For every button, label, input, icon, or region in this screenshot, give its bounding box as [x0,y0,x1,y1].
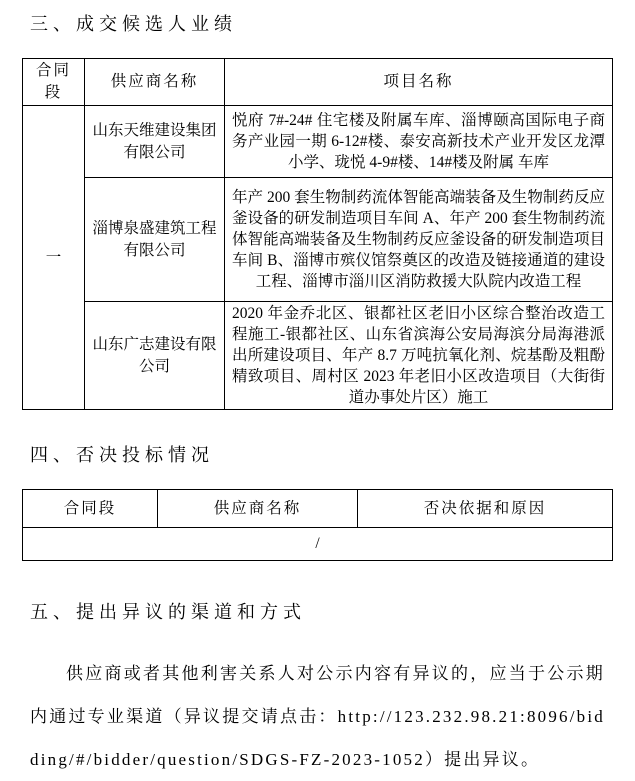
table-row [23,302,613,410]
projects-cell: 2020 年金乔北区、银都社区老旧小区综合整治改造工程施工-银都社区、山东省滨海公安局海滨分局海港派出所建设项目、年产 8.7 万吨抗氧化剂、烷基酚及粗酚精致项目、周村区 2023 年老旧小区改造项目（大街街道办事处片区）施工 [225,302,613,410]
rejection-empty-cell: / [23,528,613,561]
contract-section-cell: 一 [23,106,85,410]
header-project-name: 项目名称 [225,59,613,106]
objection-url-link[interactable]: http://123.232.98.21:8096/bidding/#/bidder/question/SDGS-FZ-2023-1052 [30,707,605,769]
performance-table [22,58,613,410]
header-contract-section: 合同段 [23,59,85,106]
header-contract-section: 合同段 [23,490,158,528]
objection-text-after-url: ）提出异议。 [424,750,541,769]
header-supplier-name: 供应商名称 [158,490,358,528]
table-row [23,106,613,178]
projects-cell: 年产 200 套生物制药流体智能高端装备及生物制药反应釜设备的研发制造项目车间 A、年产 200 套生物制药流体智能高端装备及生物制药反应釜设备的研发制造项目车间 B、淄博市殡仪馆祭奠区的改造及链接通道的建设工程、淄博市淄川区消防救援大队院内改造工程 [225,178,613,302]
projects-cell: 悦府 7#-24# 住宅楼及附属车库、淄博颐高国际电子商务产业园一期 6-12#楼、泰安高新技术产业开发区龙潭小学、珑悦 4-9#楼、14#楼及附属 车库 [225,106,613,178]
header-supplier-name: 供应商名称 [85,59,225,106]
header-rejection-reason: 否决依据和原因 [358,490,613,528]
supplier-cell: 山东天维建设集团有限公司 [85,106,225,178]
supplier-cell: 淄博泉盛建筑工程有限公司 [85,178,225,302]
section-rejection-title: 四、否决投标情况 [30,445,214,465]
rejection-table-header-row [23,490,613,528]
section-objection-title: 五、提出异议的渠道和方式 [30,602,306,622]
supplier-cell: 山东广志建设有限公司 [85,302,225,410]
table-row [23,178,613,302]
performance-table-header-row [23,59,613,106]
document-page [0,10,635,781]
rejection-table [22,489,613,561]
section-performance-title: 三、成交候选人业绩 [30,14,237,34]
objection-paragraph [30,652,605,781]
table-row [23,528,613,561]
objection-text-before-url: 供应商或者其他利害关系人对公示内容有异议的，应当于公示期内通过专业渠道（异议提交请点击： [30,664,605,726]
